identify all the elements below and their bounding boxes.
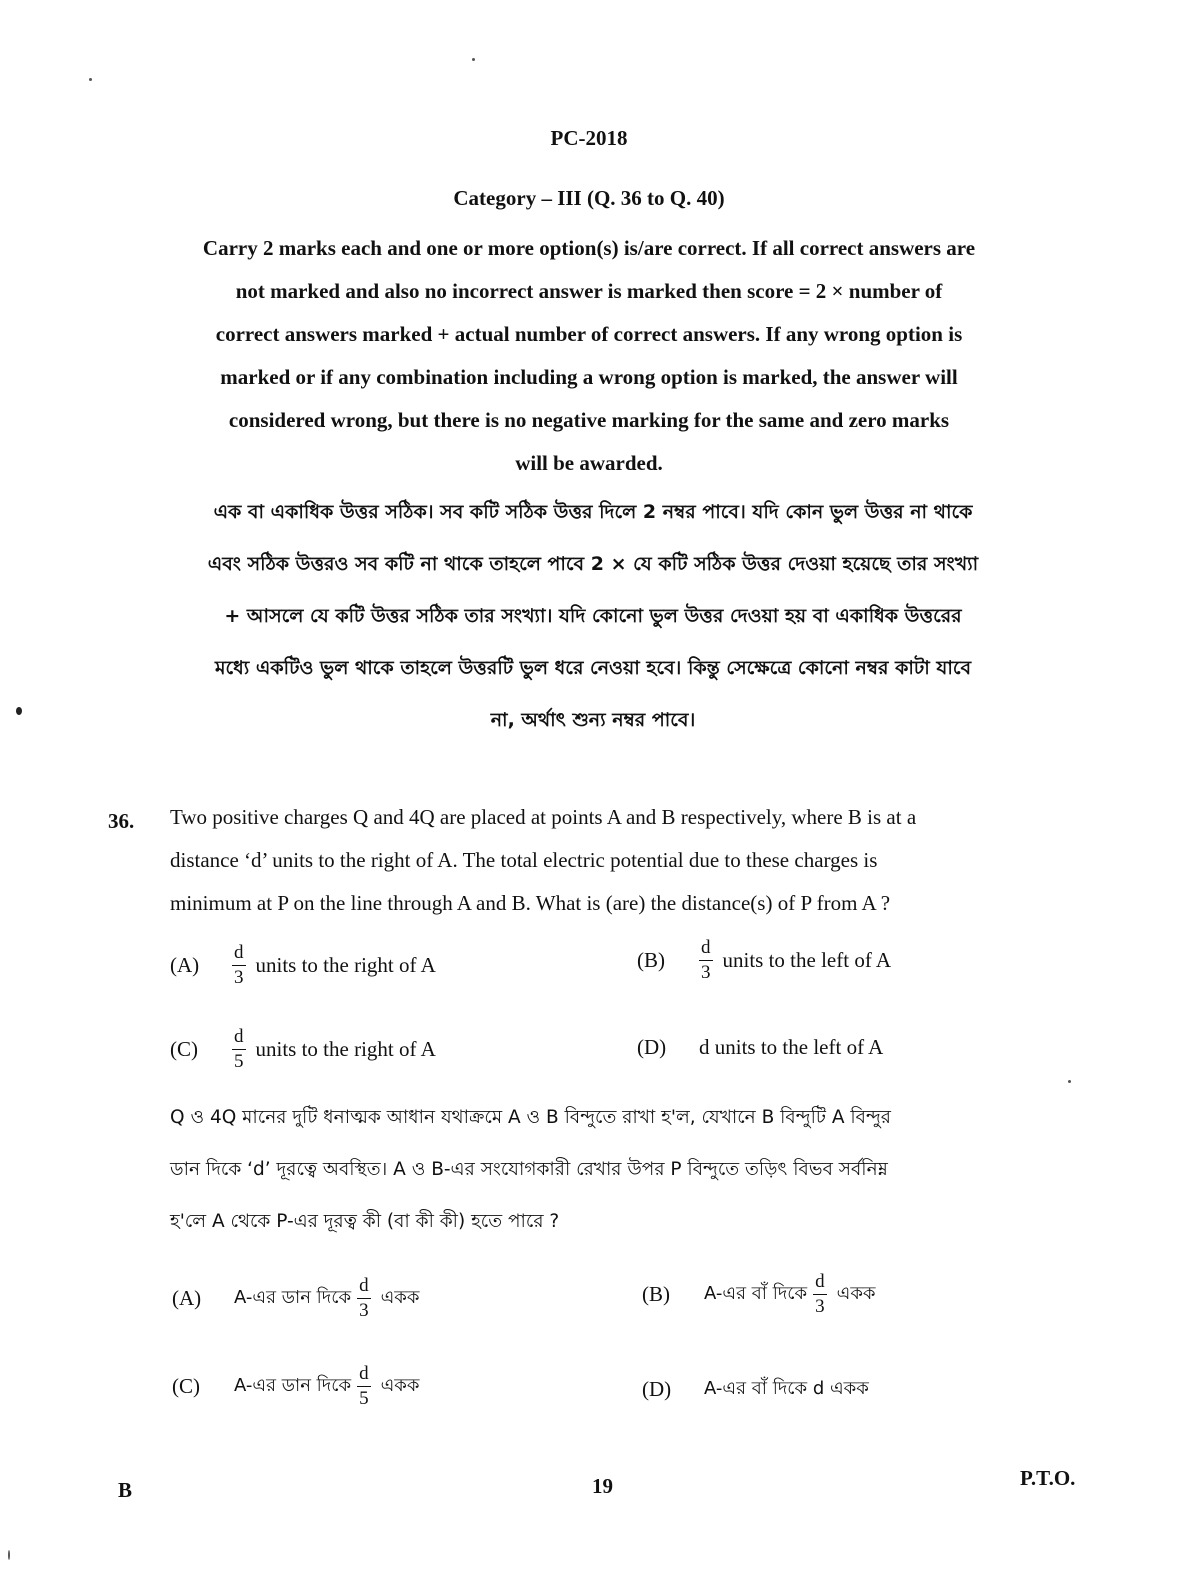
scan-speck <box>1068 1080 1071 1083</box>
footer-pto: P.T.O. <box>1020 1466 1076 1490</box>
fraction: $\frac{d}{5}$ <box>234 1026 244 1072</box>
instruction-line: Carry 2 marks each and one or more option(s) is/are correct. If all correct answers are <box>202 236 976 260</box>
fraction: $\frac{d}{3}$ <box>359 1275 369 1321</box>
option-label: (C) <box>172 1374 200 1398</box>
option-text: units to the left of A <box>722 948 892 972</box>
option-a-bn[interactable] <box>172 1276 420 1321</box>
footer-booklet-code: B <box>118 1478 133 1502</box>
option-text: d units to the left of A <box>699 1035 884 1059</box>
option-label: (C) <box>170 1037 198 1061</box>
question-text-english <box>170 796 1070 925</box>
option-c-bn[interactable] <box>172 1364 420 1409</box>
scan-speck <box>89 78 92 81</box>
instruction-line-bn: এক বা একাধিক উত্তর সঠিক। সব কটি সঠিক উত্তর দিলে 2 নম্বর পাবে। যদি কোন ভুল উত্তর না থাকে <box>213 501 973 523</box>
instructions-english <box>60 227 1118 485</box>
scan-speck <box>16 707 22 715</box>
paper-code: PC-2018 <box>550 126 628 150</box>
scan-speck <box>8 1550 10 1560</box>
fraction: $\frac{d}{3}$ <box>234 942 244 988</box>
question-line-bn: Q ও 4Q মানের দুটি ধনাত্মক আধান যথাক্রমে A ও B বিন্দুতে রাখা হ'ল, যেখানে B বিন্দুটি A বিন্দুর <box>170 1107 891 1128</box>
category-heading: Category – III (Q. 36 to Q. 40) <box>453 186 725 210</box>
option-text: units to the right of A <box>255 953 436 977</box>
option-text: A-এর বাঁ দিকে d একক <box>704 1378 869 1399</box>
option-text: A-এর বাঁ দিকে <box>704 1283 808 1304</box>
fraction: $\frac{d}{3}$ <box>815 1271 825 1317</box>
option-d-en[interactable] <box>637 1035 883 1060</box>
instruction-line: correct answers marked + actual number of correct answers. If any wrong option is <box>215 322 963 346</box>
scan-speck <box>472 58 475 61</box>
instruction-line: not marked and also no incorrect answer is marked then score = 2 × number of <box>235 279 943 303</box>
instruction-line-bn: + আসলে যে কটি উত্তর সঠিক তার সংখ্যা। যদি কোনো ভুল উত্তর দেওয়া হয় বা একাধিক উত্তরের <box>224 605 962 627</box>
instruction-line: considered wrong, but there is no negative marking for the same and zero marks <box>228 408 950 432</box>
question-line-bn: ডান দিকে ‘d’ দূরত্বে অবস্থিত। A ও B-এর সংযোগকারী রেখার উপর P বিন্দুতে তড়িৎ বিভব সর্বনিম্ন <box>170 1159 888 1180</box>
fraction: $\frac{d}{3}$ <box>701 937 711 983</box>
fraction: $\frac{d}{5}$ <box>359 1363 369 1409</box>
option-d-bn[interactable] <box>642 1374 869 1405</box>
question-line-bn: হ'লে A থেকে P-এর দূরত্ব কী (বা কী কী) হতে পারে ? <box>170 1211 560 1232</box>
option-text: A-এর ডান দিকে <box>234 1375 352 1396</box>
instructions-bengali <box>128 486 1058 746</box>
option-label: (D) <box>642 1377 672 1401</box>
option-unit: একক <box>836 1283 876 1304</box>
option-b-bn[interactable] <box>642 1272 876 1317</box>
instruction-line-bn: না, অর্থাৎ শুন্য নম্বর পাবে। <box>490 709 696 731</box>
option-a-en[interactable] <box>170 943 436 988</box>
instruction-line-bn: এবং সঠিক উত্তরও সব কটি না থাকে তাহলে পাবে 2 × যে কটি সঠিক উত্তর দেওয়া হয়েছে তার সংখ্যা <box>207 553 979 575</box>
option-c-en[interactable] <box>170 1027 436 1072</box>
option-text: units to the right of A <box>255 1037 436 1061</box>
option-label: (D) <box>637 1035 667 1059</box>
page-number: 19 <box>592 1474 613 1498</box>
option-label: (B) <box>637 948 665 972</box>
instruction-line: will be awarded. <box>515 451 663 475</box>
option-unit: একক <box>380 1375 420 1396</box>
option-label: (A) <box>170 953 200 977</box>
option-text: A-এর ডান দিকে <box>234 1287 352 1308</box>
option-label: (A) <box>172 1286 202 1310</box>
option-label: (B) <box>642 1282 670 1306</box>
question-line: minimum at P on the line through A and B. What is (are) the distance(s) of P from A ? <box>170 891 891 915</box>
question-number: 36. <box>108 809 135 833</box>
option-b-en[interactable] <box>637 938 891 983</box>
question-text-bengali <box>170 1092 1070 1248</box>
question-line: Two positive charges Q and 4Q are placed at points A and B respectively, where B is at a <box>170 805 917 829</box>
instruction-line: marked or if any combination including a wrong option is marked, the answer will <box>220 365 958 389</box>
instruction-line-bn: মধ্যে একটিও ভুল থাকে তাহলে উত্তরটি ভুল ধরে নেওয়া হবে। কিন্তু সেক্ষেত্রে কোনো নম্বর কাটা যাবে <box>214 657 972 679</box>
question-line: distance ‘d’ units to the right of A. The total electric potential due to these charges is <box>170 848 878 872</box>
option-unit: একক <box>380 1287 420 1308</box>
